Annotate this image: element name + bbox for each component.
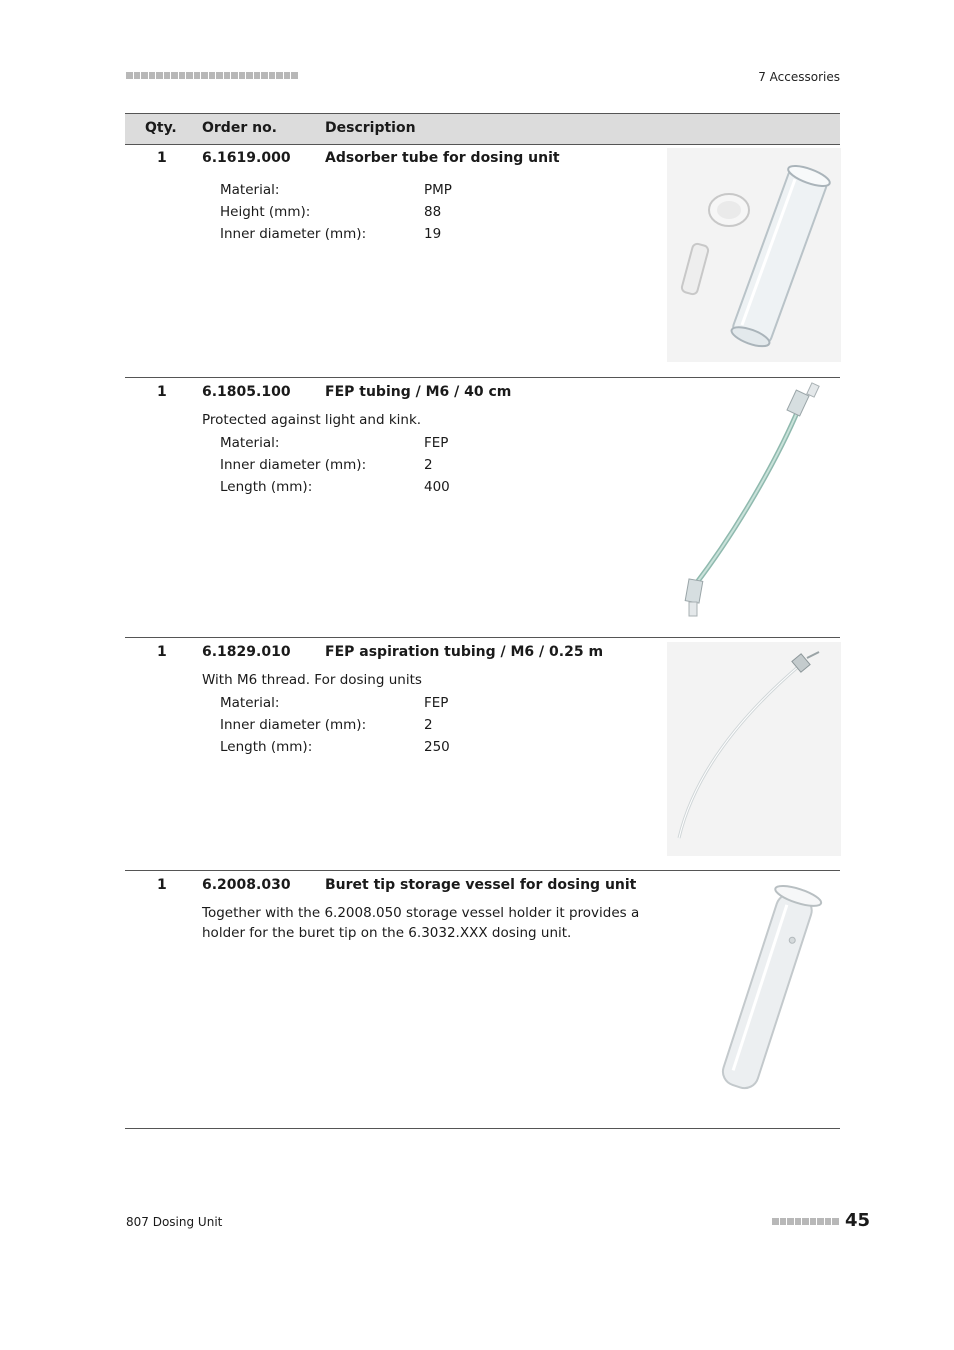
spec-value: 88	[424, 204, 442, 220]
spec-value: 2	[424, 457, 433, 473]
footer-title: 807 Dosing Unit	[126, 1215, 223, 1229]
section-title: 7 Accessories	[758, 70, 840, 84]
spec-list	[220, 692, 450, 758]
fep-tubing-image	[667, 380, 841, 622]
header-decoration	[126, 72, 298, 79]
footer-decoration	[772, 1218, 839, 1225]
col-order-no: Order no.	[202, 120, 278, 136]
table-row	[125, 870, 840, 1129]
table-bottom-rule	[125, 1128, 840, 1129]
spec-value: 2	[424, 717, 433, 733]
spec-key: Inner diameter (mm):	[220, 457, 367, 473]
spec-list	[220, 179, 452, 245]
item-description: Buret tip storage vessel for dosing unit	[325, 877, 637, 893]
item-qty: 1	[157, 644, 167, 660]
col-description: Description	[325, 120, 416, 136]
spec-value: 19	[424, 226, 442, 242]
item-qty: 1	[157, 150, 167, 166]
item-order-no: 6.1619.000	[202, 150, 291, 166]
item-intro: Protected against light and kink.	[202, 412, 422, 428]
spec-key: Material:	[220, 435, 280, 451]
table-header	[125, 113, 840, 145]
aspiration-tubing-image	[667, 642, 841, 856]
item-order-no: 6.1829.010	[202, 644, 291, 660]
item-qty: 1	[157, 877, 167, 893]
item-order-no: 6.1805.100	[202, 384, 291, 400]
item-intro: Together with the 6.2008.050 storage vessel holder it provides a holder for the buret tip on the 6.3032.XXX dosing unit.	[202, 905, 640, 941]
item-intro: With M6 thread. For dosing units	[202, 672, 422, 688]
storage-vessel-image	[667, 877, 841, 1103]
spec-value: FEP	[424, 435, 449, 451]
spec-key: Inner diameter (mm):	[220, 717, 367, 733]
table-row	[125, 377, 840, 638]
item-description: FEP tubing / M6 / 40 cm	[325, 384, 512, 400]
spec-key: Length (mm):	[220, 479, 313, 495]
item-description: FEP aspiration tubing / M6 / 0.25 m	[325, 644, 604, 660]
adsorber-tube-image	[667, 148, 841, 362]
spec-key: Length (mm):	[220, 739, 313, 755]
spec-key: Inner diameter (mm):	[220, 226, 367, 242]
table-row	[125, 637, 840, 871]
spec-key: Material:	[220, 182, 280, 198]
item-qty: 1	[157, 384, 167, 400]
spec-value: FEP	[424, 695, 449, 711]
spec-key: Height (mm):	[220, 204, 311, 220]
page-number: 45	[845, 1210, 871, 1231]
col-qty: Qty.	[145, 120, 177, 136]
spec-value: PMP	[424, 182, 452, 198]
spec-value: 250	[424, 739, 450, 755]
spec-value: 400	[424, 479, 450, 495]
table-row	[125, 144, 840, 377]
item-description: Adsorber tube for dosing unit	[325, 150, 560, 166]
item-order-no: 6.2008.030	[202, 877, 291, 893]
spec-list	[220, 432, 450, 498]
spec-key: Material:	[220, 695, 280, 711]
